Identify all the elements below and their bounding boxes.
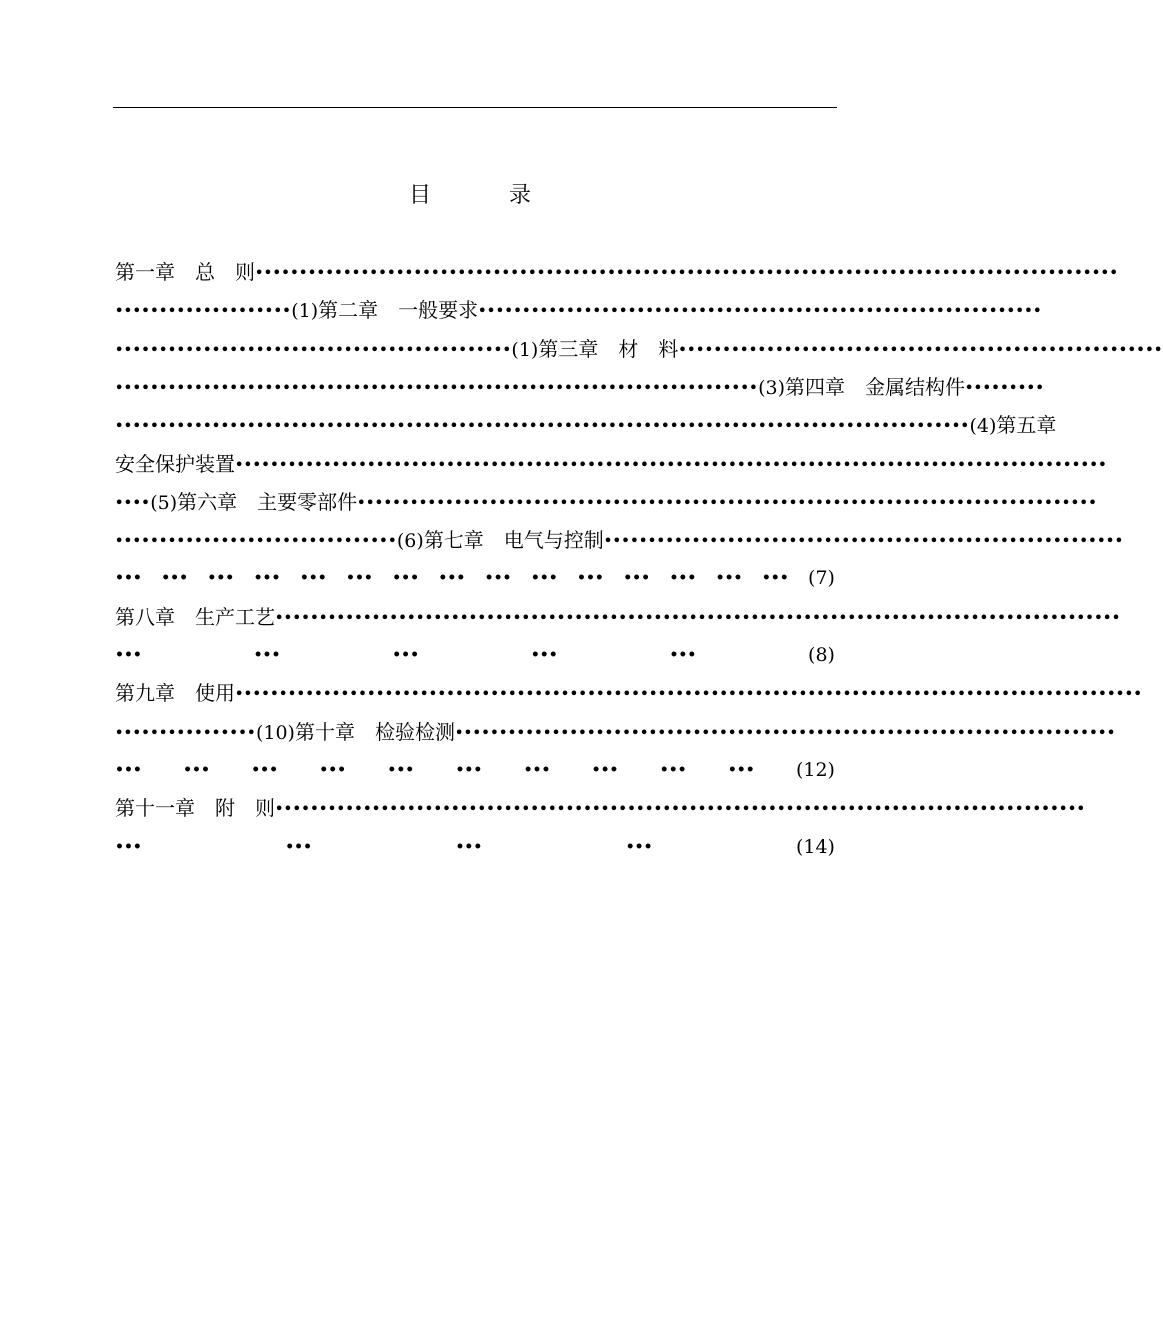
- leader-dots: •••••••••••••••••••••••••••••••••••••••••••••••••••••••••••••••••••••••••••••••••••••••••••••••••: [115, 418, 970, 434]
- toc-entry-ch3: 第三章 材 料: [538, 337, 679, 361]
- page-number: (4): [969, 415, 997, 437]
- toc-line-13: [115, 713, 1116, 751]
- page-number: (12): [795, 759, 835, 781]
- toc-entry-ch4: 第四章 金属结构件: [785, 375, 965, 399]
- leader-dots: •••••••••••••••••••••••••••••••••••••••••••••••••••••••••••••••••••••••••••••••••••••••••••••••••••: [235, 457, 1108, 473]
- leader-dots: ••••••••••••••••••••••••••••••••••••••••••••••••••••••••••••••••••••••••••••••••••••••••••••••••: [275, 610, 1121, 626]
- header-rule: [113, 107, 837, 108]
- leader-dots: •••••••••••••••••••••••••••••••••••••••••••••••••••••••: [678, 342, 1163, 358]
- toc-entry-ch5: 第五章: [996, 413, 1057, 437]
- page-number: (14): [795, 836, 835, 858]
- page-number: (1): [511, 339, 539, 361]
- toc-line-6: [115, 445, 1108, 483]
- leader-dots: •••••••••••••••••••••••••••••••••••••••••••••••••••••••••••••••••••••••••••••••••••••••••••••••••••••••: [235, 686, 1143, 702]
- toc-line-14: ••• ••• ••• ••• ••• ••• ••• ••• ••• ••• (12): [115, 751, 835, 789]
- leader-dots: ••••••••••••••••••••••••••••••••: [115, 533, 397, 549]
- toc-entry-ch2: 第二章 一般要求: [318, 298, 479, 322]
- page-number: (1): [291, 300, 319, 322]
- leader-dots: ••••••••••••••••••••••••••••••••••••••••••••••••••••••••••••••••••••••••••••••••••••••••••••••••••: [255, 265, 1119, 281]
- toc-line-15: [115, 789, 1086, 827]
- page-number: (10): [255, 722, 295, 744]
- leader-dots: ••••••••••••••••: [115, 725, 256, 741]
- toc-line-3: [115, 330, 1163, 368]
- leader-dots: ••••••••••••••••••••••••••••••••••••••••••••••••••••••••••••••••: [478, 303, 1042, 319]
- leader-dots: ••••••••••••••••••••: [115, 303, 292, 319]
- leader-dots: •••••••••••••••••••••••••••••••••••••••••••••••••••••••••••: [603, 533, 1124, 549]
- toc-entry-ch5-title: 安全保护装置: [115, 452, 235, 476]
- leader-dots: ••••: [115, 495, 151, 511]
- toc-line-1: [115, 253, 1119, 291]
- toc-line-11: ••• ••• ••• ••• ••• (8): [115, 636, 835, 674]
- page-number: (6): [396, 530, 424, 552]
- toc-line-7: [115, 483, 1098, 521]
- toc-line-5: [115, 406, 1057, 444]
- toc-entry-ch1: 第一章 总 则: [115, 260, 255, 284]
- toc-line-16: ••• ••• ••• ••• (14): [115, 828, 835, 866]
- toc-line-8: [115, 521, 1124, 559]
- leader-dots: •••••••••: [965, 380, 1045, 396]
- toc-entry-ch9: 第九章 使用: [115, 681, 235, 705]
- leader-dots: •••••••••••••••••••••••••••••••••••••••••••••••••••••••••••••••••••••••••: [115, 380, 759, 396]
- leader-dots: •••••••••••••••••••••••••••••••••••••••••••••••••••••••••••••••••••••••••••: [454, 725, 1116, 741]
- toc-entry-ch10: 第十章 检验检测: [294, 720, 455, 744]
- page-number: (3): [758, 377, 785, 399]
- toc-entry-ch8: 第八章 生产工艺: [115, 605, 275, 629]
- page-number: (5): [150, 492, 178, 514]
- leader-dots: ••••••••••••••••••••••••••••••••••••••••••••••••••••••••••••••••••••••••••••••••••••: [357, 495, 1098, 511]
- page-number: (8): [808, 644, 835, 666]
- title-char-1: 目: [409, 183, 432, 208]
- toc-line-4: [115, 368, 1045, 406]
- toc-entry-ch6: 第六章 主要零部件: [177, 490, 358, 514]
- leader-dots: ••••••••••••••••••••••••••••••••••••••••••••••••••••••••••••••••••••••••••••••••••••••••••••: [275, 801, 1086, 817]
- title-char-2: 录: [509, 183, 532, 208]
- toc-line-2: [115, 291, 1042, 329]
- toc-line-9: ••• ••• ••• ••• ••• ••• ••• ••• ••• ••• ••• ••• ••• ••• ••• (7): [115, 559, 835, 597]
- toc-entry-ch7: 第七章 电气与控制: [423, 528, 604, 552]
- leader-dots: •••••••••••••••••••••••••••••••••••••••••••••: [115, 342, 512, 358]
- toc-line-10: [115, 598, 1121, 636]
- toc-line-12: [115, 674, 1143, 712]
- page-number: (7): [808, 567, 835, 589]
- toc-entry-ch11: 第十一章 附 则: [115, 796, 275, 820]
